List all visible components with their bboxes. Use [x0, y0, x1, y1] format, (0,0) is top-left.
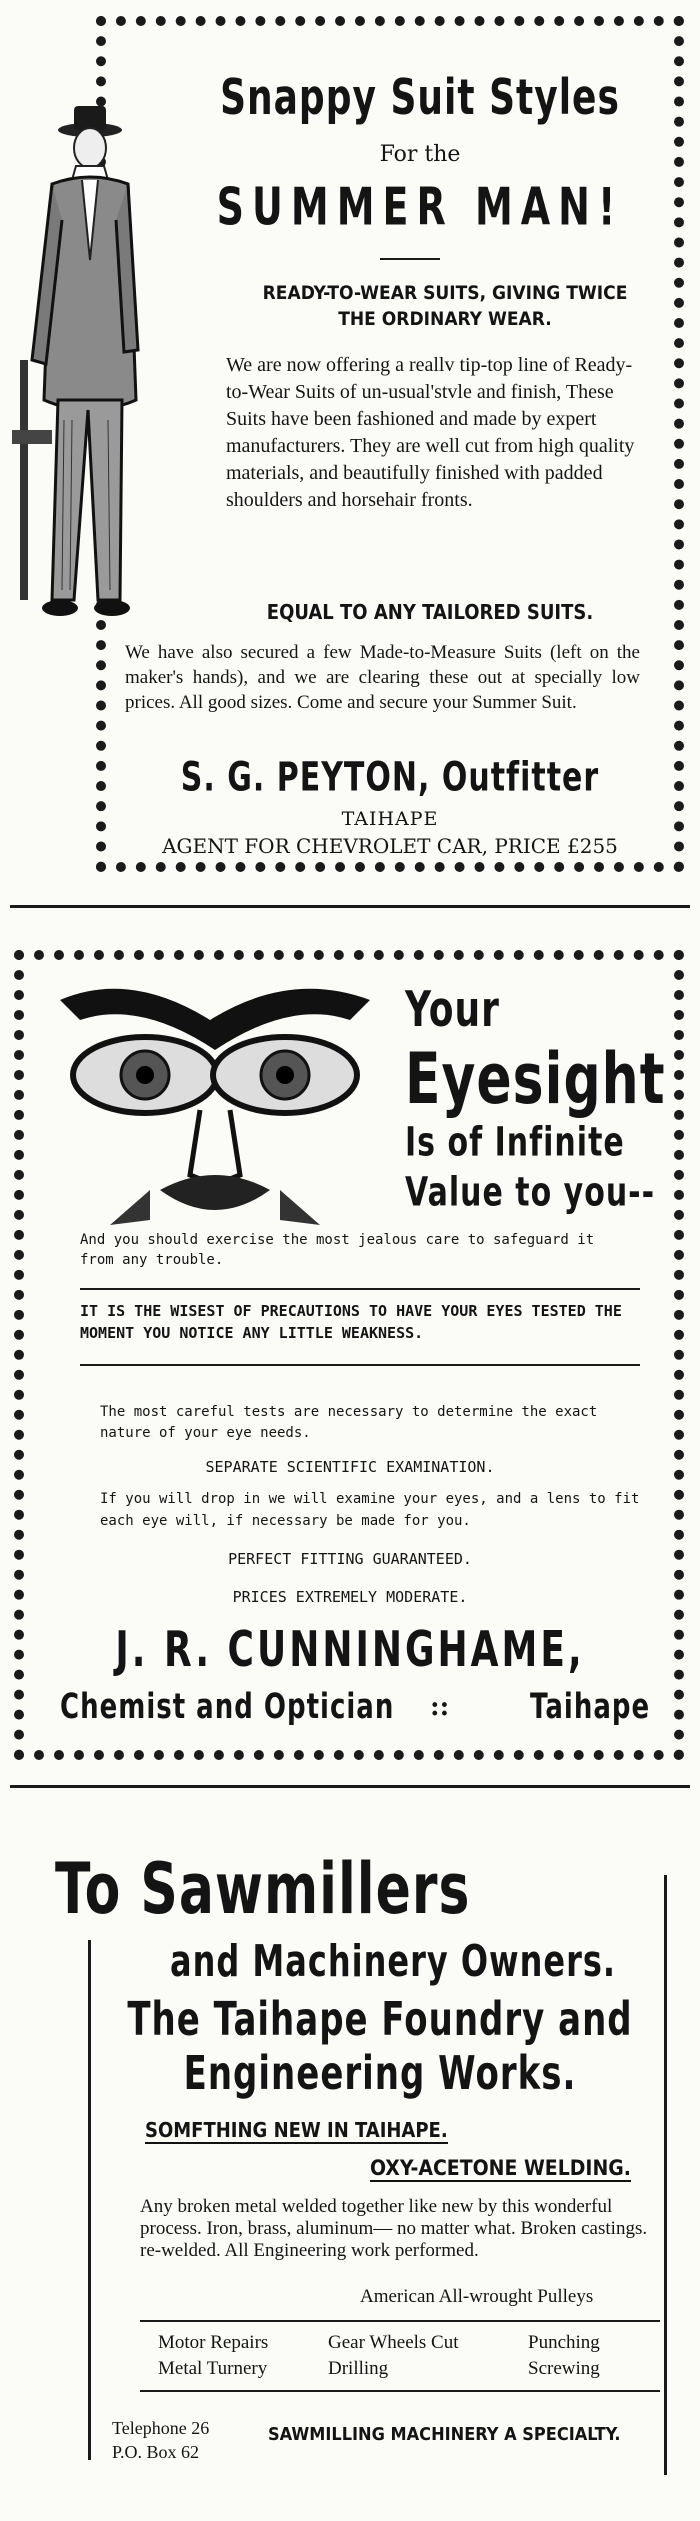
eyes-illustration	[50, 980, 380, 1230]
engineering-works: Engineering Works.	[183, 2047, 577, 2101]
something-new: SOMFTHING NEW IN TAIHAPE.	[145, 2118, 448, 2142]
fitting: PERFECT FITTING GUARANTEED.	[228, 1550, 472, 1568]
services-rule-top	[140, 2320, 660, 2322]
optician-role: Chemist and Optician	[60, 1686, 395, 1728]
welding-body: Any broken metal welded together like new by this wonderful process. Iron, brass, aluminum— no matter what. Broken castings. re-welded. All Engineering work performed.	[140, 2196, 648, 2261]
optician-town: Taihape	[530, 1686, 651, 1728]
service-drilling: Drilling	[328, 2358, 389, 2379]
business-name: S. G. PEYTON, Outfitter	[180, 753, 600, 802]
services-row	[158, 2356, 658, 2382]
services-grid	[158, 2330, 658, 2382]
your: Your	[405, 982, 500, 1039]
divider-bottom	[80, 1364, 640, 1366]
intro-text: And you should exercise the most jealous care to safeguard it from any trouble.	[80, 1232, 595, 1268]
divider-top	[80, 1288, 640, 1290]
suit-man-illustration	[12, 100, 162, 640]
divider	[380, 258, 440, 260]
separate-exam: SEPARATE SCIENTIFIC EXAMINATION.	[205, 1458, 495, 1476]
machinery-owners: and Machinery Owners.	[170, 1935, 617, 1987]
headline: Snappy Suit Styles	[220, 70, 620, 127]
prices: PRICES EXTREMELY MODERATE.	[232, 1588, 468, 1606]
telephone: Telephone 26	[112, 2418, 210, 2438]
agent-line: AGENT FOR CHEVROLET CAR, PRICE £255	[162, 834, 618, 858]
dropin-text: If you will drop in we will examine your eyes, and a lens to fit each eye will, if necessary be made for you.	[100, 1491, 640, 1529]
frame-right	[664, 1875, 667, 2475]
service-metal-turnery: Metal Turnery	[158, 2358, 268, 2379]
po-box: P.O. Box 62	[112, 2442, 200, 2462]
service-motor-repairs: Motor Repairs	[158, 2332, 269, 2353]
service-punching: Punching	[528, 2332, 600, 2353]
welding-heading: OXY-ACETONE WELDING.	[370, 2156, 631, 2180]
frame-left	[88, 1940, 91, 2460]
equal-tailored: EQUAL TO ANY TAILORED SUITS.	[266, 600, 594, 624]
separator: ::	[430, 1692, 450, 1722]
pulleys: American All-wrought Pulleys	[360, 2286, 594, 2307]
town: TAIHAPE	[341, 808, 439, 830]
foundry-name: The Taihape Foundry and	[127, 1993, 633, 2047]
ad-cunninghame	[0, 930, 700, 1780]
made-to-measure-paragraph: We have also secured a few Made-to-Measure Suits (left on the maker's hands), and we are clearing these out at specially low prices. All good sizes. Come and secure your Summer Suit.	[125, 642, 640, 713]
eyesight: Eyesight	[405, 1039, 666, 1121]
infinite: Is of Infinite	[405, 1118, 625, 1167]
ad-peyton	[0, 0, 700, 900]
subhead: READY-TO-WEAR SUITS, GIVING TWICE THE ORDINARY WEAR.	[262, 282, 628, 330]
services-rule-bottom	[140, 2390, 660, 2392]
sawmillers-heading: To Sawmillers	[55, 1849, 471, 1931]
value: Value to you--	[405, 1168, 656, 1217]
optician-name: J. R. CUNNINGHAME,	[115, 1622, 585, 1679]
ad-foundry	[0, 1800, 700, 2521]
specialty: SAWMILLING MACHINERY A SPECIALTY.	[268, 2424, 621, 2445]
column-rule	[10, 905, 690, 908]
summer-man: SUMMER MAN!	[216, 177, 624, 237]
wisest-text: IT IS THE WISEST OF PRECAUTIONS TO HAVE YOUR EYES TESTED THE MOMENT YOU NOTICE ANY LITTLE WEAKNESS.	[80, 1302, 622, 1342]
tests-text: The most careful tests are necessary to determine the exact nature of your eye needs.	[100, 1404, 598, 1441]
service-screwing: Screwing	[528, 2358, 600, 2379]
services-row	[158, 2330, 658, 2356]
column-rule	[10, 1785, 690, 1788]
intro-paragraph: We are now offering a reallv tip-top line of Ready-to-Wear Suits of un-usual'stvle and finish, These Suits have been fashioned and made by expert manufacturers. They are well cut from high quality materials, and beautifully finished with padded shoulders and horsehair fronts.	[226, 354, 635, 511]
for-the: For the	[379, 142, 461, 167]
service-gear-wheels: Gear Wheels Cut	[328, 2332, 459, 2353]
